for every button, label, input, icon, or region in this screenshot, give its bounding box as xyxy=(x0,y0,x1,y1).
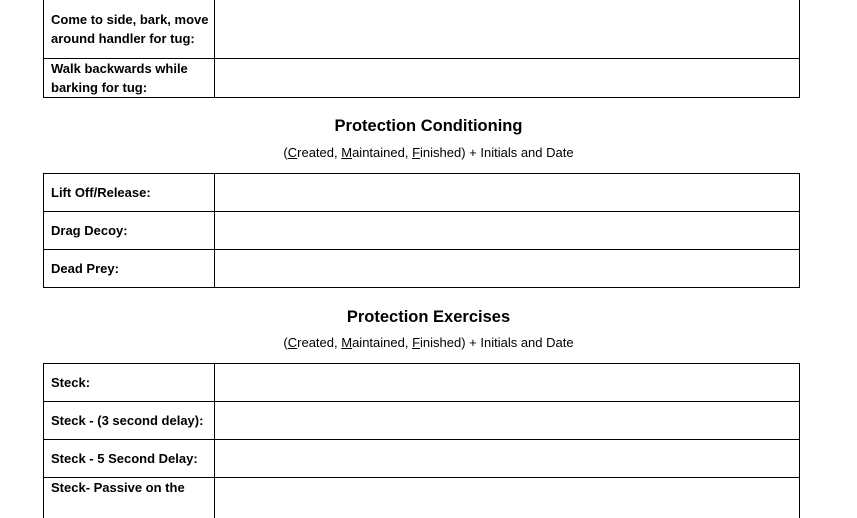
row-label: Steck- Passive on the xyxy=(44,478,215,518)
table-row xyxy=(44,59,800,98)
table-row xyxy=(44,212,800,250)
conditioning-table xyxy=(43,173,800,288)
entry-field[interactable] xyxy=(215,0,800,59)
table-row xyxy=(44,364,800,402)
table-row xyxy=(44,440,800,478)
section-heading: Protection Exercises xyxy=(0,308,857,327)
section-subheading: (Created, Maintained, Finished) + Initials and Date xyxy=(0,145,857,160)
row-label: Drag Decoy: xyxy=(44,212,215,250)
row-label: Dead Prey: xyxy=(44,250,215,288)
table-row xyxy=(44,478,800,518)
row-label: Walk backwards while barking for tug: xyxy=(44,59,215,98)
row-label: Steck - (3 second delay): xyxy=(44,402,215,440)
entry-field[interactable] xyxy=(215,440,800,478)
entry-field[interactable] xyxy=(215,59,800,98)
entry-field[interactable] xyxy=(215,478,800,518)
row-label: Lift Off/Release: xyxy=(44,174,215,212)
entry-field[interactable] xyxy=(215,250,800,288)
row-label: Steck - 5 Second Delay: xyxy=(44,440,215,478)
row-label: Come to side, bark, move around handler for tug: xyxy=(44,0,215,59)
table-row xyxy=(44,174,800,212)
entry-field[interactable] xyxy=(215,212,800,250)
entry-field[interactable] xyxy=(215,174,800,212)
section-heading: Protection Conditioning xyxy=(0,117,857,136)
table-row xyxy=(44,250,800,288)
exercises-table xyxy=(43,363,800,518)
table-row xyxy=(44,0,800,59)
entry-field[interactable] xyxy=(215,364,800,402)
top-table xyxy=(43,0,800,98)
entry-field[interactable] xyxy=(215,402,800,440)
section-subheading: (Created, Maintained, Finished) + Initials and Date xyxy=(0,335,857,350)
row-label: Steck: xyxy=(44,364,215,402)
table-row xyxy=(44,402,800,440)
